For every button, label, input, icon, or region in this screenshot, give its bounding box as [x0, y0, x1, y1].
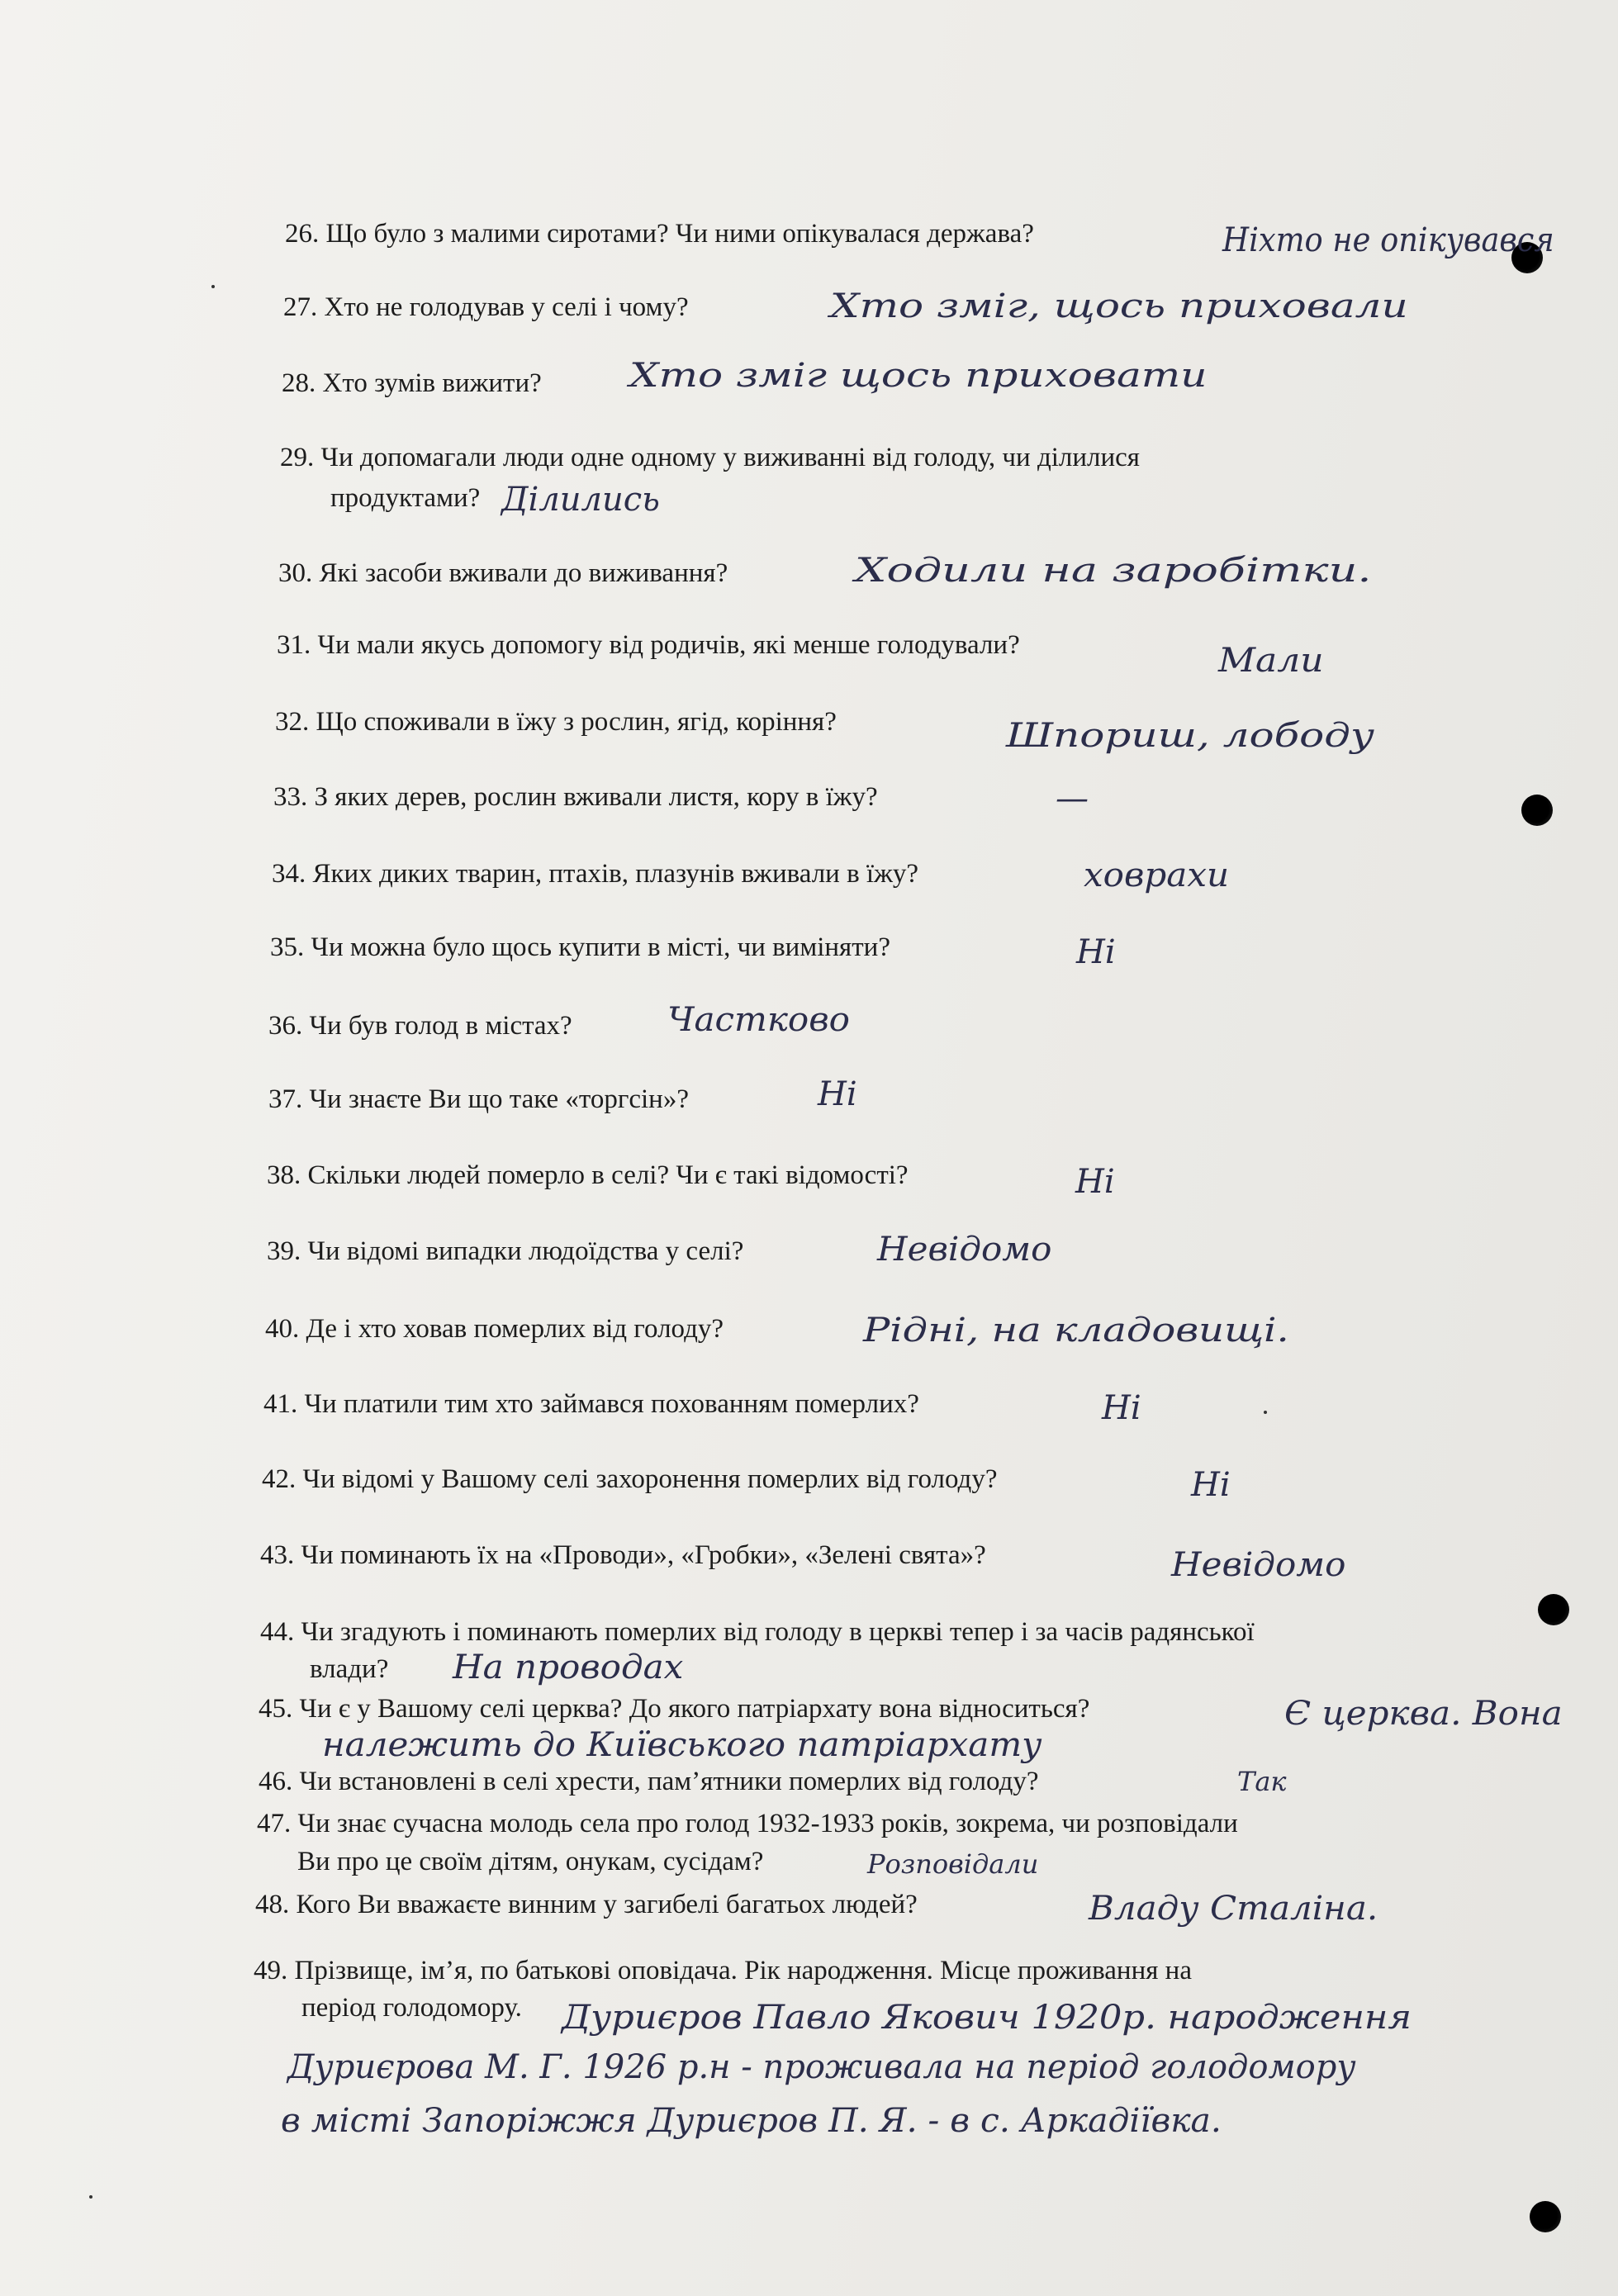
question-number: 33.: [273, 782, 308, 812]
paper-speck: [1264, 1411, 1267, 1414]
question-46: [259, 1764, 1039, 1799]
question-number: 37.: [268, 1084, 303, 1114]
question-number: 49.: [254, 1956, 288, 1985]
handwritten-answer-44: На проводах: [453, 1648, 684, 1686]
question-39: [267, 1234, 743, 1269]
question-text: Чи встановлені в селі хрести, пам’ятники померлих від голоду?: [299, 1767, 1039, 1796]
question-text: Яких диких тварин, птахів, плазунів вживали в їжу?: [312, 859, 919, 889]
question-number: 42.: [262, 1464, 297, 1494]
question-text: Які засоби вживали до виживання?: [319, 558, 728, 588]
paper-speck: [211, 285, 215, 288]
question-text: Прізвище, ім’я, по батькові оповідача. Рік народження. Місце проживання на: [294, 1956, 1192, 1985]
question-text: Чи згадують і поминають померлих від голоду в церкві тепер і за часів радянської: [301, 1617, 1255, 1647]
question-text: Хто зумів вижити?: [322, 368, 542, 398]
question-38: [267, 1158, 909, 1193]
handwritten-answer-34: ховрахи: [1084, 856, 1230, 894]
question-number: 30.: [278, 558, 313, 588]
question-number: 40.: [265, 1314, 300, 1344]
question-number: 27.: [283, 292, 318, 322]
question-49-line2: період голодомору.: [301, 1993, 522, 2023]
question-text: Чи платили тим хто займався похованням померлих?: [304, 1389, 919, 1419]
question-33: [273, 780, 878, 814]
question-number: 41.: [263, 1389, 298, 1419]
question-number: 47.: [257, 1809, 292, 1838]
question-text: З яких дерев, рослин вживали листя, кору в їжу?: [314, 782, 878, 812]
question-text: Чи допомагали люди одне одному у виживанні від голоду, чи ділилися: [320, 443, 1140, 472]
question-number: 39.: [267, 1236, 301, 1266]
handwritten-answer-38: Ні: [1075, 1163, 1115, 1201]
handwritten-answer-30: Ходили на заробітки.: [855, 552, 1372, 590]
punch-hole: [1530, 2201, 1561, 2232]
question-text: Чи можна було щось купити в місті, чи виміняти?: [311, 932, 890, 962]
handwritten-answer-36: Частково: [667, 1001, 850, 1039]
question-40: [265, 1312, 724, 1346]
handwritten-answer-48: Владу Сталіна.: [1089, 1890, 1378, 1928]
handwritten-answer-42: Ні: [1191, 1466, 1231, 1504]
handwritten-answer-33: —: [1056, 780, 1089, 818]
question-text: Чи є у Вашому селі церква? До якого патріархату вона відноситься?: [299, 1694, 1090, 1724]
question-text: Чи мали якусь допомогу від родичів, які менше голодували?: [317, 630, 1020, 660]
question-text: Чи знаєте Ви що таке «торгсін»?: [309, 1084, 689, 1114]
question-28: [282, 366, 542, 401]
question-number: 28.: [282, 368, 316, 398]
question-43: [260, 1538, 986, 1573]
question-number: 34.: [272, 859, 306, 889]
question-27: [283, 290, 689, 325]
question-35: [270, 930, 890, 965]
question-text: Чи поминають їх на «Проводи», «Гробки», «Зелені свята»?: [301, 1540, 986, 1570]
question-number: 43.: [260, 1540, 295, 1570]
question-text: Скільки людей померло в селі? Чи є такі відомості?: [307, 1160, 909, 1190]
question-text: Чи знає сучасна молодь села про голод 1932-1933 років, зокрема, чи розповідали: [297, 1809, 1238, 1838]
question-text: Що було з малими сиротами? Чи ними опікувалася держава?: [325, 219, 1034, 249]
question-30: [278, 556, 728, 591]
question-number: 44.: [260, 1617, 295, 1647]
question-36: [268, 1008, 572, 1043]
question-47: [257, 1806, 1238, 1841]
question-number: 48.: [255, 1890, 290, 1919]
handwritten-answer-28: Хто зміг щось приховати: [629, 357, 1208, 395]
question-number: 31.: [277, 630, 311, 660]
paper-speck: [89, 2195, 93, 2199]
handwritten-answer-49-line2: Дуриєрова М. Г. 1926 р.н - проживала на період голодомору: [287, 2048, 1356, 2086]
question-number: 29.: [280, 443, 315, 472]
question-text: Чи відомі у Вашому селі захоронення померлих від голоду?: [302, 1464, 998, 1494]
question-29: [280, 440, 1140, 475]
question-number: 26.: [285, 219, 320, 249]
question-48: [255, 1887, 918, 1922]
question-41: [263, 1387, 919, 1421]
question-45: [259, 1691, 1089, 1726]
handwritten-answer-35: Ні: [1076, 933, 1116, 971]
handwritten-answer-49-line3: в місті Запоріжжя Дуриєров П. Я. - в с. Аркадіївка.: [281, 2102, 1222, 2140]
handwritten-answer-40: Рідні, на кладовищі.: [863, 1312, 1289, 1350]
question-text: Кого Ви вважаєте винним у загибелі багатьох людей?: [296, 1890, 918, 1919]
question-number: 35.: [270, 932, 305, 962]
question-text: Чи був голод в містах?: [309, 1011, 572, 1041]
handwritten-answer-31: Мали: [1218, 642, 1324, 680]
question-number: 32.: [275, 707, 310, 737]
handwritten-answer-46: Так: [1237, 1766, 1287, 1797]
question-text: Що споживали в їжу з рослин, ягід, коріння?: [316, 707, 837, 737]
question-49: [254, 1953, 1192, 1988]
handwritten-answer-43: Невідомо: [1171, 1546, 1346, 1584]
question-text: Де і хто ховав померлих від голоду?: [306, 1314, 724, 1344]
question-34: [272, 856, 918, 891]
question-number: 46.: [259, 1767, 293, 1796]
handwritten-answer-29: Ділились: [501, 481, 660, 519]
question-number: 38.: [267, 1160, 301, 1190]
question-29-line2: продуктами?: [330, 483, 481, 513]
question-number: 36.: [268, 1011, 303, 1041]
handwritten-answer-45: Є церква. Вона: [1284, 1695, 1563, 1733]
question-31: [277, 628, 1020, 662]
handwritten-answer-26: Ніхто не опікувався: [1222, 221, 1554, 259]
handwritten-answer-32: Шпориш, лободу: [1006, 717, 1374, 755]
question-text: Хто не голодував у селі і чому?: [324, 292, 689, 322]
question-44: [260, 1615, 1255, 1649]
question-44-line2: влади?: [310, 1654, 389, 1684]
question-number: 45.: [259, 1694, 293, 1724]
question-37: [268, 1082, 689, 1117]
question-26: [285, 216, 1034, 251]
question-text: Чи відомі випадки людоїдства у селі?: [307, 1236, 744, 1266]
handwritten-answer-39: Невідомо: [877, 1231, 1052, 1269]
question-47-line2: Ви про це своїм дітям, онукам, сусідам?: [297, 1847, 764, 1876]
question-42: [262, 1462, 997, 1497]
punch-hole: [1521, 795, 1553, 826]
handwritten-answer-41: Ні: [1102, 1389, 1141, 1427]
handwritten-answer-27: Хто зміг, щось приховали: [830, 287, 1408, 325]
handwritten-answer-49: Дуриєров Павло Якович 1920р. народження: [562, 1999, 1412, 2037]
handwritten-answer-47: Розповідали: [867, 1848, 1039, 1880]
punch-hole: [1538, 1594, 1569, 1625]
question-32: [275, 704, 837, 739]
handwritten-answer-45-line2: належить до Київського патріархату: [322, 1726, 1042, 1764]
handwritten-answer-37: Ні: [818, 1075, 857, 1113]
